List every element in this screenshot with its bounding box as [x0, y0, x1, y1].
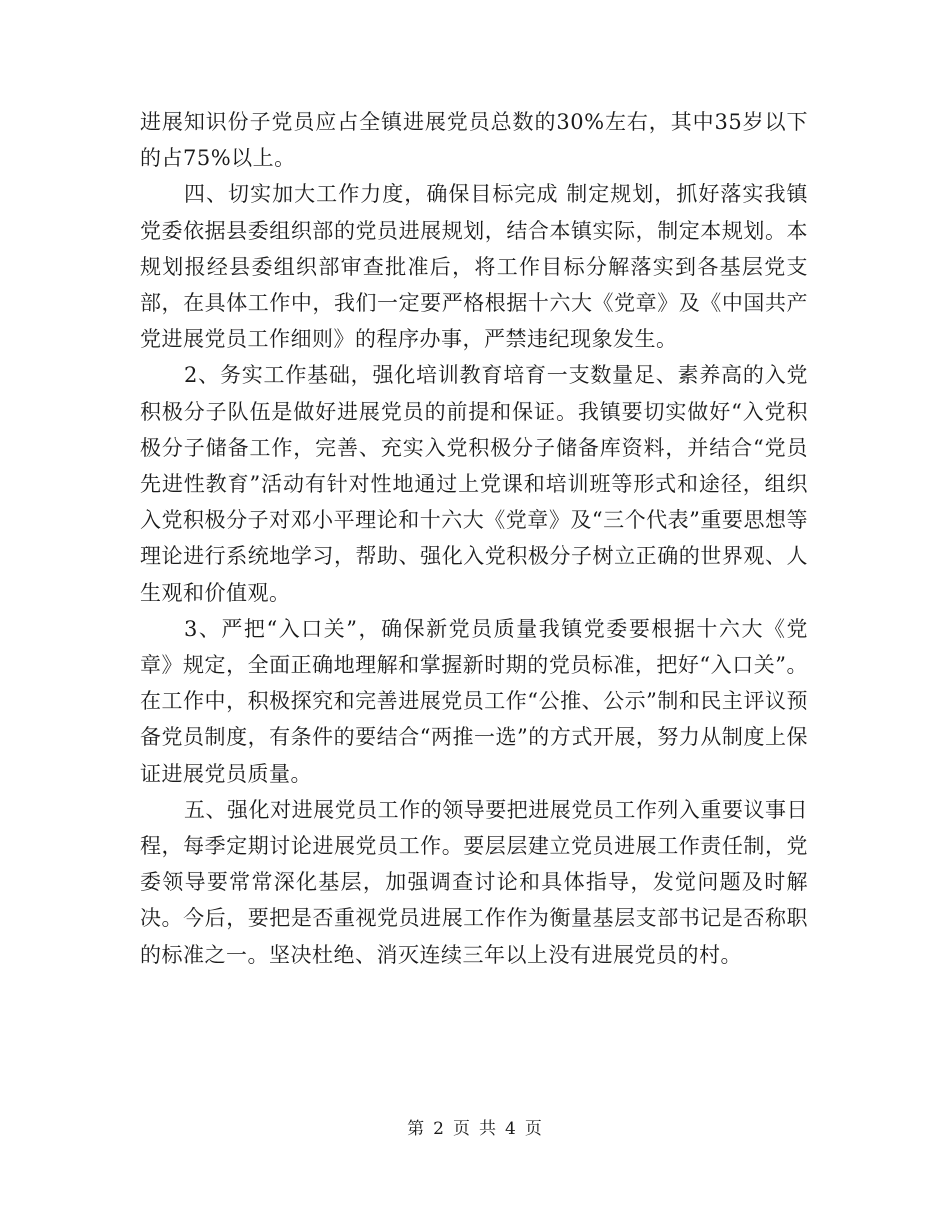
- footer-page-number: 2: [433, 1119, 445, 1139]
- footer-page-unit: 页: [453, 1119, 471, 1139]
- footer-total-pages: 4: [505, 1119, 517, 1139]
- document-body: [140, 104, 808, 973]
- page-footer: [0, 1114, 950, 1139]
- paragraph-5: 五、强化对进展党员工作的领导要把进展党员工作列入重要议事日程，每季定期讨论进展党员工作。要层层建立党员进展工作责任制，党委领导要常常深化基层，加强调查讨论和具体指导，发觉问题及时解决。今后，要把是否重视党员进展工作作为衡量基层支部书记是否称职的标准之一。坚决杜绝、消灭连续三年以上没有进展党员的村。: [140, 797, 808, 967]
- footer-total-unit: 页: [524, 1119, 543, 1139]
- paragraph-4: 3、严把“入口关”，确保新党员质量我镇党委要根据十六大《党章》规定，全面正确地理解和掌握新时期的党员标准，把好“入口关”。在工作中，积极探究和完善进展党员工作“公推、公示”制和民主评议预备党员制度，有条件的要结合“两推一选”的方式开展，努力从制度上保证进展党员质量。: [140, 616, 808, 786]
- footer-prefix: 第: [407, 1119, 426, 1139]
- paragraph-3: 2、务实工作基础，强化培训教育培育一支数量足、素养高的入党积极分子队伍是做好进展党员的前提和保证。我镇要切实做好“入党积极分子储备工作，完善、充实入党积极分子储备库资料，并结合“党员先进性教育”活动有针对性地通过上党课和培训班等形式和途径，组织入党积极分子对邓小平理论和十六大《党章》及“三个代表”重要思想等理论进行系统地学习，帮助、强化入党积极分子树立正确的世界观、人生观和价值观。: [140, 363, 808, 605]
- paragraph-1: 进展知识份子党员应占全镇进展党员总数的30%左右，其中35岁以下的占75%以上。: [140, 110, 808, 171]
- paragraph-2: 四、切实加大工作力度，确保目标完成 制定规划，抓好落实我镇党委依据县委组织部的党员进展规划，结合本镇实际，制定本规划。本规划报经县委组织部审查批准后，将工作目标分解落实到各基层党支部，在具体工作中，我们一定要严格根据十六大《党章》及《中国共产党进展党员工作细则》的程序办事，严禁违纪现象发生。: [140, 182, 808, 352]
- footer-total-prefix: 共: [479, 1119, 497, 1139]
